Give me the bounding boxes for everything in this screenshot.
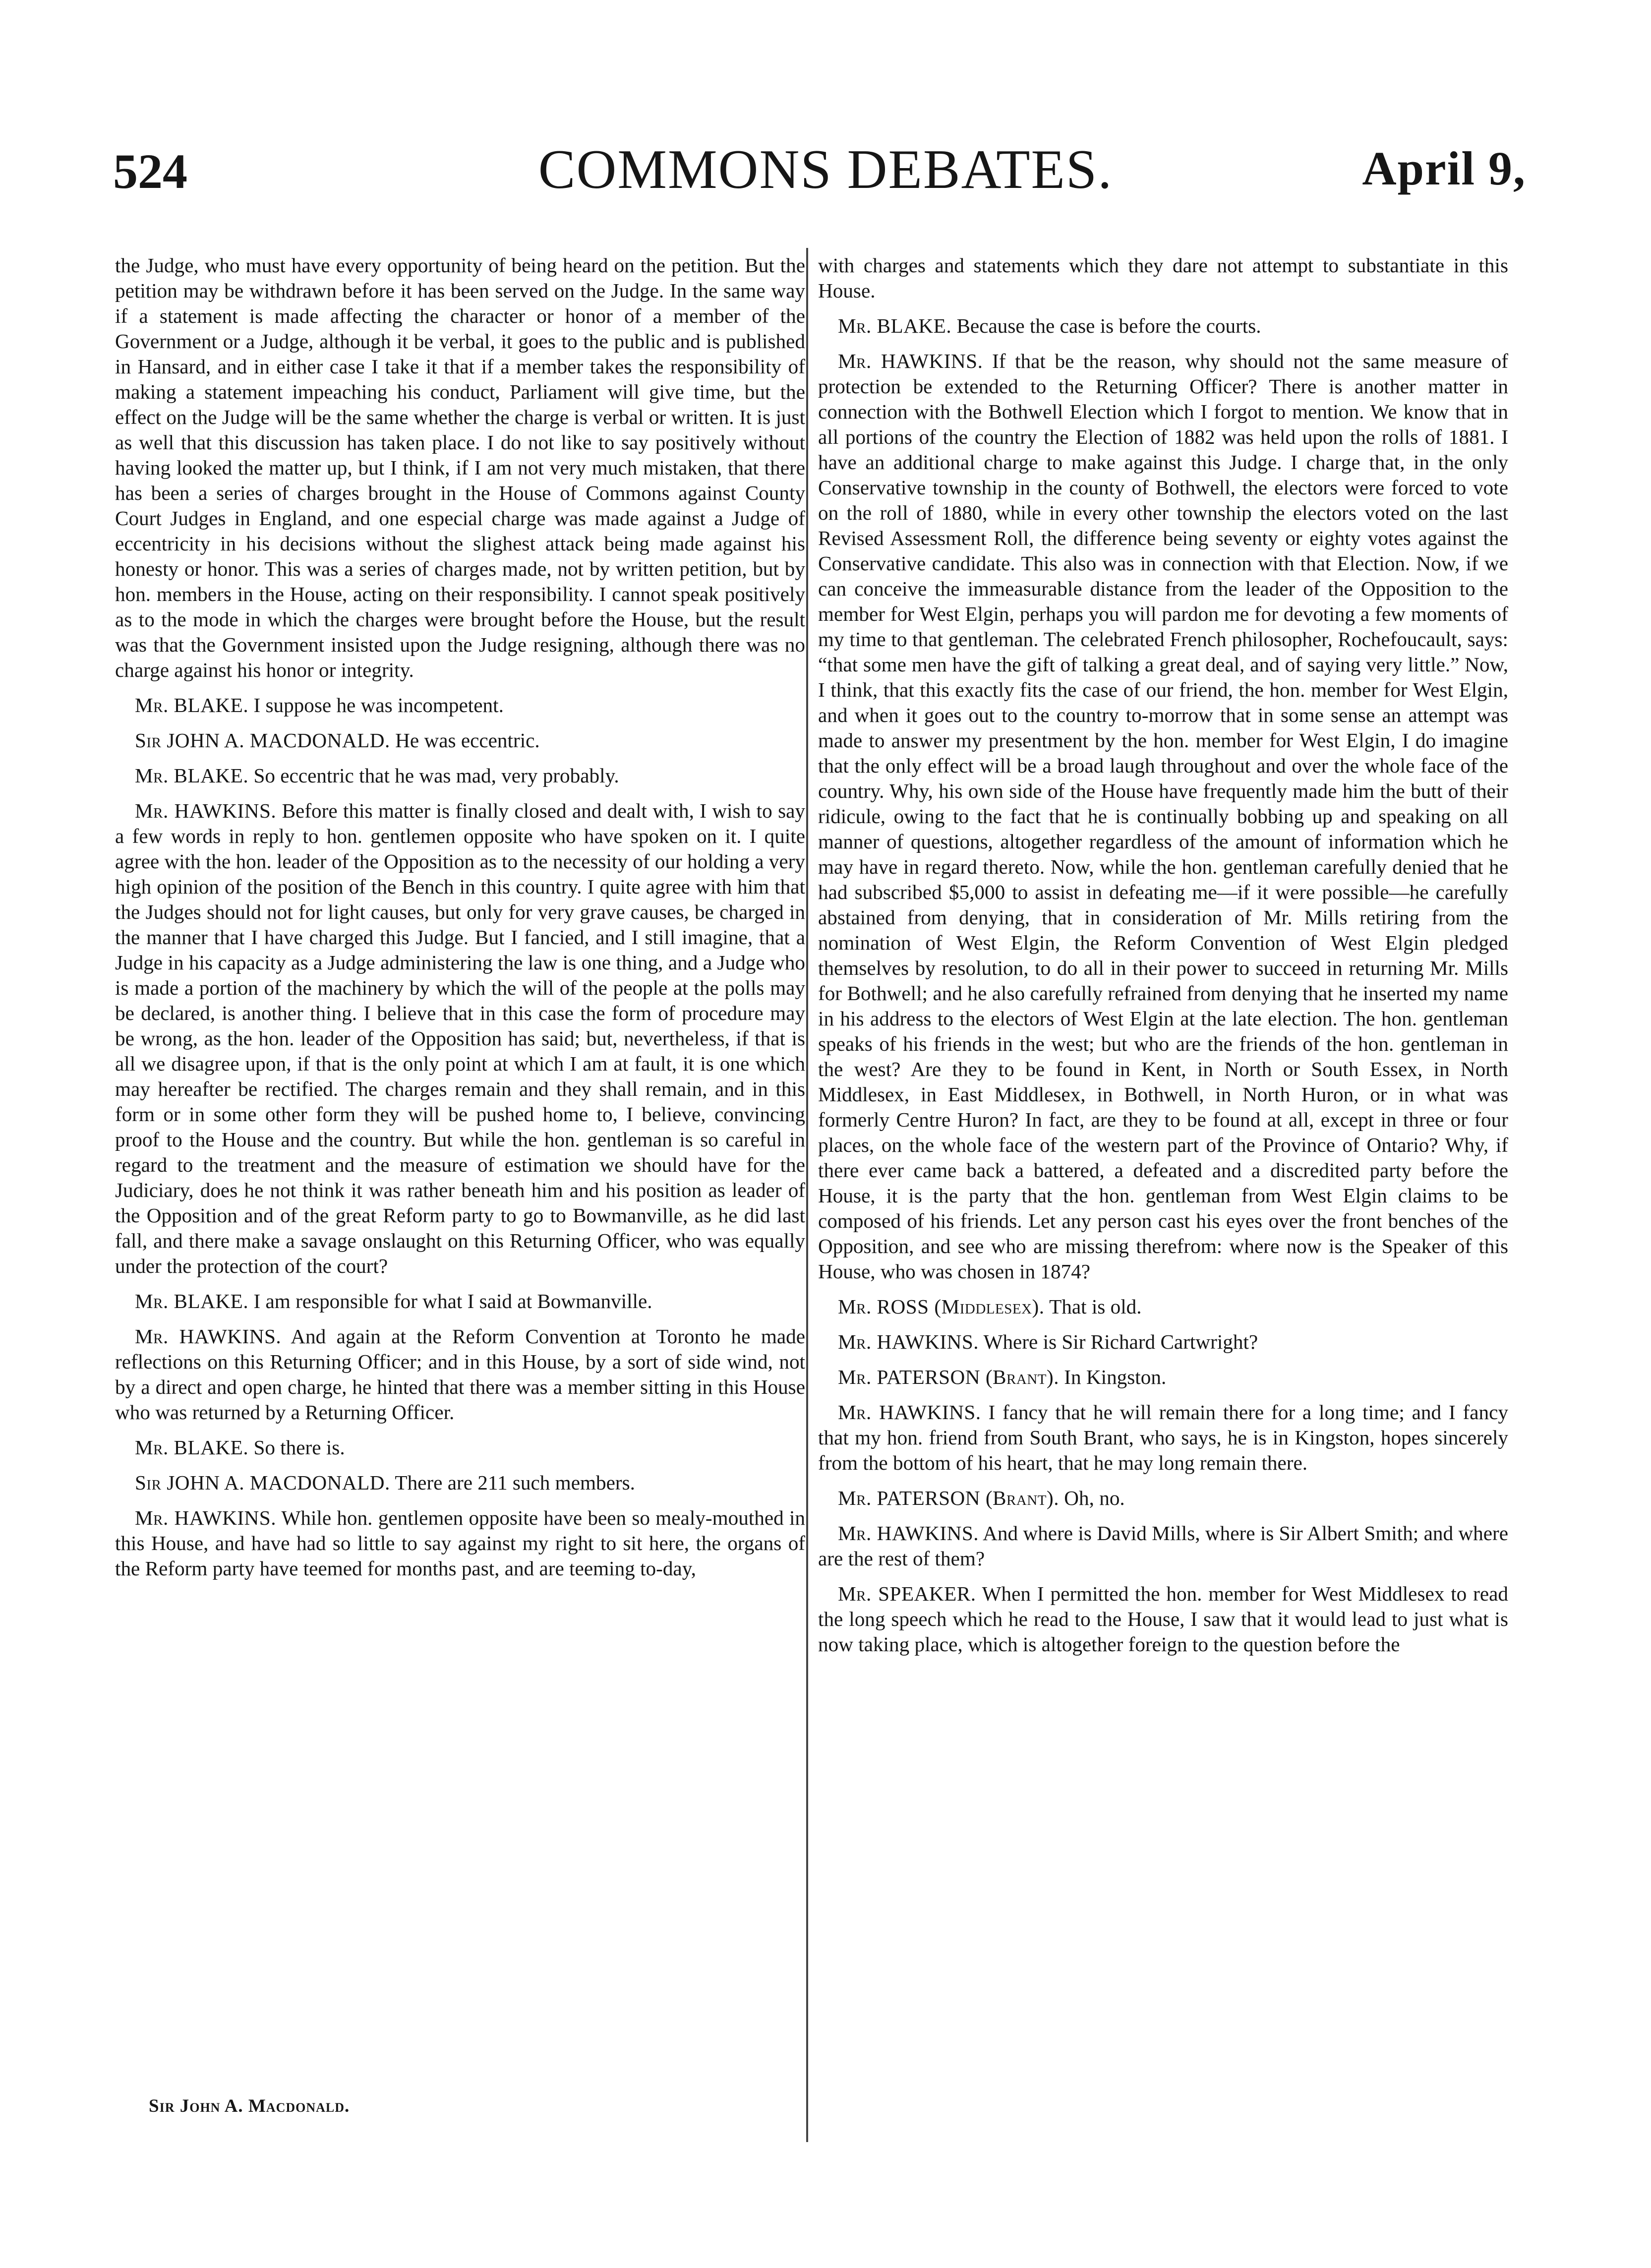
paragraph (818, 349, 1508, 1284)
paragraph (818, 1329, 1508, 1355)
paragraph (115, 763, 805, 788)
page-header (0, 0, 1651, 233)
paragraph-text: In Kingston. (1064, 1366, 1167, 1388)
paragraph (818, 1400, 1508, 1476)
paragraph (818, 1294, 1508, 1319)
paragraph (115, 1289, 805, 1314)
running-title: COMMONS DEBATES. (538, 139, 1113, 200)
speaker-name: Mr. HAWKINS. (838, 1330, 979, 1353)
paragraph (818, 1521, 1508, 1571)
speaker-name: Sir JOHN A. MACDONALD. (135, 1471, 390, 1494)
paragraph-text: If that be the reason, why should not the same measure of protection be extended to the Returning Officer? There is another matter in connection with the Bothwell Election which I forgot to mention. We know that in all portions of the country the Election of 1882 was held upon the rolls of 1881. I have an additional charge to make against this Judge. I charge that, in the only Conservative township in the county of Bothwell, the electors were forced to vote on the roll of 1880, while in every other township the electors voted on the last Revised Assessment Roll, the difference being seventy or eighty votes against the Conservative candidate. This also was in connection with that Election. Now, if we can conceive the immeasurable distance from the leader of the Opposition to the member for West Elgin, perhaps you will pardon me for devoting a few moments of my time to that gentleman. The celebrated French philosopher, Rochefoucault, says: “that some men have the gift of talking a great deal, and of saying very little.” Now, I think, that this exactly fits the case of our friend, the hon. member for West Elgin, and when it goes out to the country to-morrow that in some sense an attempt was made to answer my presentment by the hon. member for West Elgin, I do imagine that the only effect will be a broad laugh throughout and over the whole face of the country. Why, his own side of the House have frequently made him the butt of their ridicule, owing to the fact that he is continually bobbing up and speaking on all manner of questions, altogether regardless of the amount of information which he may have in regard thereto. Now, while the hon. gentleman carefully denied that he had subscribed $5,000 to assist in defeating me—if it were possible—he carefully abstained from denying, that in consideration of Mr. Mills retiring from the nomination of West Elgin, the Reform Convention of West Elgin pledged themselves by resolution, to do all in their power to succeed in returning Mr. Mills for Bothwell; and he also carefully refrained from denying that he inserted my name in his address to the electors of West Elgin at the late election. The hon. gentleman speaks of his friends in the west; but who are the friends of the hon. gentleman in the west? Are they to be found in Kent, in North or South Essex, in North Middlesex, in East Middlesex, in Bothwell, in North Huron, or in what was formerly Centre Huron? In fact, are they to be found at all, except in three or four places, on the whole face of the western part of the Province of Ontario? Why, if there ever came back a battered, a defeated and a discredited party before the House, it is the party that the hon. gentleman from West Elgin claims to be composed of his friends. Let any person cast his eyes over the front benches of the Opposition, and see who are missing therefrom: where now is the Speaker of this House, who was chosen in 1874? (818, 350, 1509, 1283)
speaker-name: Mr. BLAKE. (135, 694, 249, 716)
paragraph-text: And again at the Reform Convention at Toronto he made reflections on this Returning Officer; and in this House, by a sort of side wind, not by a direct and open charge, he hinted that there was a member sitting in this House who was returned by a Returning Officer. (115, 1325, 806, 1424)
paragraph-text: I fancy that he will remain there for a long time; and I fancy that my hon. friend from South Brant, who says, he is in Kingston, hopes sincerely from the bottom of his heart, that he may long remain there. (818, 1401, 1508, 1474)
paragraph-text: He was eccentric. (395, 729, 540, 752)
paragraph (115, 798, 805, 1279)
paragraph-text: with charges and statements which they dare not attempt to substantiate in this House. (818, 254, 1508, 302)
speaker-name: Mr. HAWKINS. (838, 350, 983, 372)
speaker-name: Mr. HAWKINS. (838, 1401, 981, 1424)
paragraph (818, 1486, 1508, 1511)
paragraph (115, 253, 805, 683)
speaker-name: Mr. BLAKE. (135, 764, 249, 787)
paragraph-text: the Judge, who must have every opportunity of being heard on the petition. But the petition may be withdrawn before it has been served on the Judge. In the same way if a statement is made affecting the character or honor of a member of the Government or a Judge, although it be verbal, it goes to the public and is published in Hansard, and in either case I take it that if a member takes the responsibility of making a statement impeaching his conduct, Parliament will give time, but the effect on the Judge will be the same whether the charge is verbal or written. It is just as well that this discussion has taken place. I do not like to say positively without having looked the matter up, but I think, if I am not very much mistaken, that there has been a series of charges brought in the House of Commons against County Court Judges in England, and one especial charge was made against a Judge of eccentricity in his decisions without the slighest attack being made against his honesty or honor. This was a series of charges made, not by written petition, but by hon. members in the House, acting on their responsibility. I cannot speak positively as to the mode in which the charges were brought before the House, but the result was that the Government insisted upon the Judge resigning, although there was no charge against his honor or integrity. (115, 254, 805, 681)
speaker-name: Mr. BLAKE. (135, 1436, 249, 1459)
paragraph-text: When I permitted the hon. member for West Middlesex to read the long speech which he read to the House, I saw that it would lead to just what is now taking place, which is altogether foreign to the question before the (818, 1582, 1508, 1656)
left-column (115, 253, 805, 1591)
paragraph-text: Before this matter is finally closed and dealt with, I wish to say a few words in reply to hon. gentlemen opposite who have spoken on it. I quite agree with the hon. leader of the Opposition as to the necessity of our holding a very high opinion of the position of the Bench in this country. I quite agree with him that the Judges should not for light causes, but only for very grave causes, be charged in the manner that I have charged this Judge. But I fancied, and I still imagine, that a Judge in his capacity as a Judge administering the law is one thing, and a Judge who is made a portion of the machinery by which the will of the people at the polls may be declared, is another thing. I believe that in this case the form of procedure may be wrong, as the hon. leader of the Opposition has said; but, nevertheless, if that is all we disagree upon, if that is the only point at which I am at fault, it is one which may hereafter be rectified. The charges remain and they shall remain, and in this form or in some other form they will be pushed home to, I believe, convincing proof to the House and the country. But while the hon. gentleman is so careful in regard to the treatment and the measure of estimation we should have for the Judiciary, does he not think it was rather beneath him and his position as leader of the Opposition and of the great Reform party to go to Bowmanville, as he did last fall, and there make a savage onslaught on this Returning Officer, who was equally under the protection of the court? (115, 799, 806, 1277)
speaker-name: Mr. SPEAKER. (838, 1582, 976, 1605)
speaker-name: Mr. HAWKINS. (135, 799, 277, 822)
paragraph-text: I am responsible for what I said at Bowmanville. (253, 1290, 652, 1313)
paragraph (818, 1581, 1508, 1657)
paragraph (115, 693, 805, 718)
page-signature: Sir John A. Macdonald. (149, 2096, 350, 2116)
paragraph-text: Because the case is before the courts. (956, 314, 1261, 337)
speaker-name: Mr. HAWKINS. (135, 1506, 276, 1529)
paragraph (818, 253, 1508, 303)
paragraph-text: There are 211 such members. (395, 1471, 635, 1494)
paragraph (115, 1324, 805, 1425)
paragraph-text: Oh, no. (1064, 1487, 1125, 1509)
header-date: April 9, (1362, 142, 1526, 195)
speaker-name: Mr. BLAKE. (838, 314, 952, 337)
paragraph (115, 1435, 805, 1460)
speaker-name: Mr. BLAKE. (135, 1290, 249, 1313)
speaker-name: Mr. HAWKINS. (135, 1325, 282, 1348)
paragraph (115, 1470, 805, 1495)
paragraph-text: So eccentric that he was mad, very probably. (253, 764, 619, 787)
paragraph-text: That is old. (1049, 1295, 1142, 1318)
speaker-name: Mr. HAWKINS. (838, 1522, 979, 1545)
paragraph-text: Where is Sir Richard Cartwright? (983, 1330, 1258, 1353)
paragraph-text: So there is. (253, 1436, 345, 1459)
paragraph (818, 313, 1508, 339)
right-column (818, 253, 1508, 1667)
column-divider (806, 248, 808, 2142)
page-number: 524 (113, 144, 187, 199)
speaker-name: Sir JOHN A. MACDONALD. (135, 729, 390, 752)
paragraph (818, 1365, 1508, 1390)
paragraph-text: And where is David Mills, where is Sir Albert Smith; and where are the rest of them? (818, 1522, 1508, 1570)
paragraph-text: I suppose he was incompetent. (253, 694, 504, 716)
paragraph-text: While hon. gentlemen opposite have been so mealy-mouthed in this House, and have had so little to say against my right to sit here, the organs of the Reform party have teemed for months past, and are teeming to-day, (115, 1506, 806, 1580)
speaker-name: Mr. PATERSON (Brant). (838, 1366, 1059, 1388)
speaker-name: Mr. ROSS (Middlesex). (838, 1295, 1045, 1318)
paragraph (115, 728, 805, 753)
paragraph (115, 1505, 805, 1581)
speaker-name: Mr. PATERSON (Brant). (838, 1487, 1059, 1509)
